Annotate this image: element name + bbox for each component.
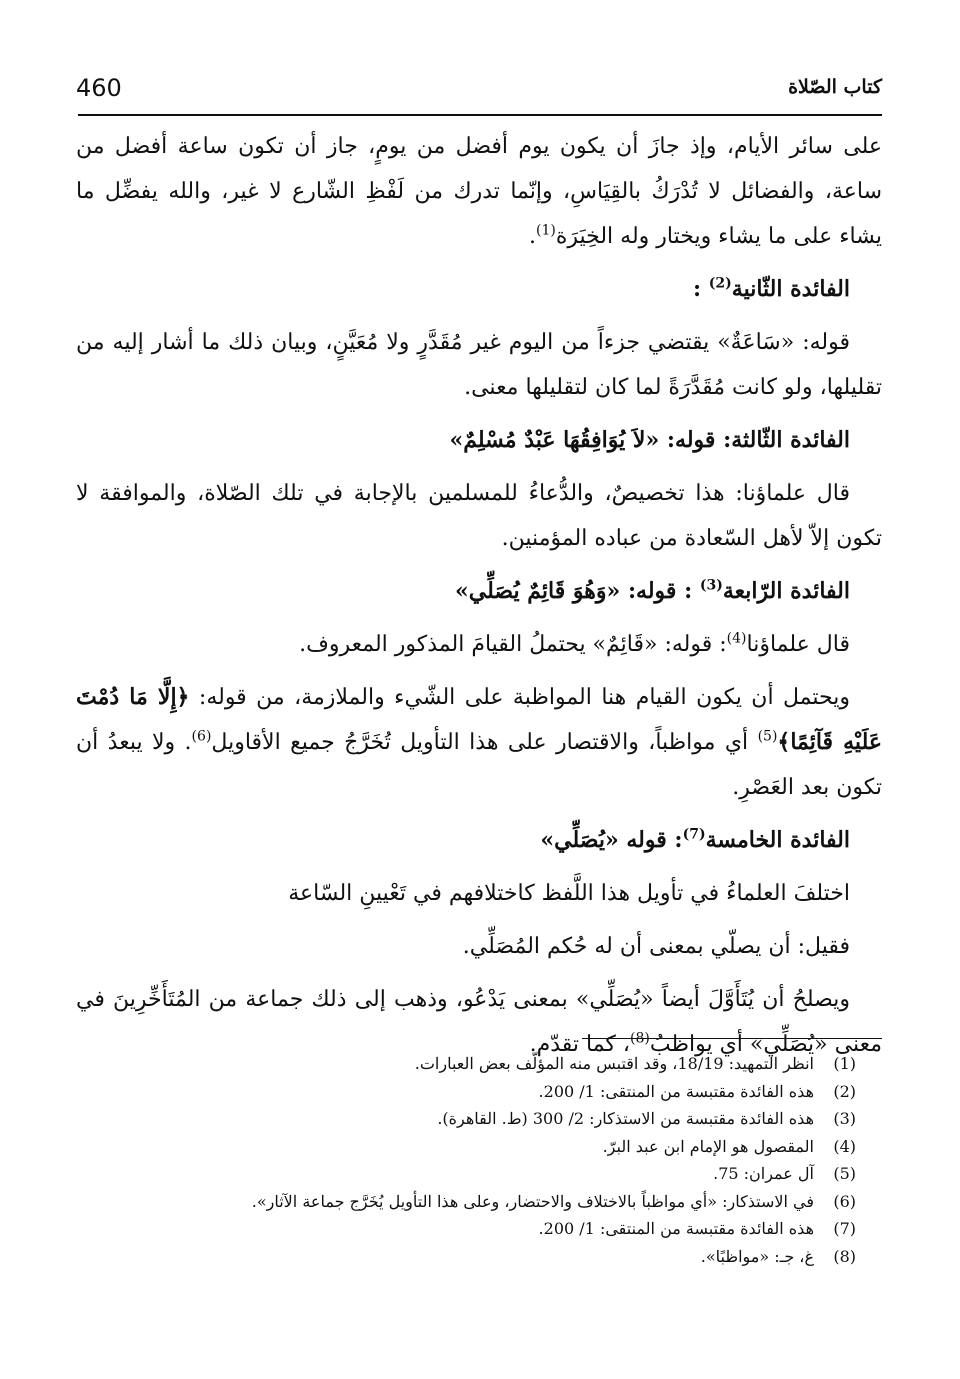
heading-text: الفائدة الخامسة (705, 827, 850, 853)
footnote-ref: (7) (682, 826, 706, 843)
paragraph (76, 675, 882, 810)
footnote-ref: (8) (630, 1030, 650, 1047)
footnote-number: (4) (833, 1136, 856, 1156)
footnote-ref: (4) (726, 630, 747, 647)
footnote-text: هذه الفائدة مقتبسة من المنتقى: 1/ 200. (538, 1081, 814, 1101)
footnote-text: هذه الفائدة مقتبسة من المنتقى: 1/ 200. (538, 1219, 814, 1238)
footnote-text: آل عمران: 75. (713, 1164, 814, 1183)
footnote-text: هذه الفائدة مقتبسة من الاستذكار: 2/ 300 (ط. القاهرة). (437, 1109, 814, 1128)
footnote-text: انظر التمهيد: 18/19، وقد اقتبس منه المؤلّف بعض العبارات. (414, 1054, 814, 1073)
header-rule (78, 114, 882, 116)
footnote-number: (2) (833, 1081, 856, 1101)
footnote-text: في الاستذكار: «أي مواظباً بالاختلاف والاحتضار، وعلى هذا التأويل يُخَرَّج جماعة الآثار». (251, 1191, 814, 1211)
section-heading (76, 418, 882, 463)
paragraph-text: ، كما تقدّم. (529, 1032, 630, 1057)
punctuation: . (528, 224, 536, 249)
footnote-number: (1) (833, 1054, 856, 1073)
paragraph: اختلفَ العلماءُ في تأويل هذا اللَّفظ كاختلافهم في تَعْيينِ السّاعة (288, 881, 850, 906)
paragraph-text: . ولا يبعدُ أن تكون بعد العَصْرِ. (76, 730, 882, 800)
section-heading (76, 569, 882, 614)
footnote (80, 1243, 856, 1271)
footnote (80, 1078, 856, 1106)
hadith-quote: «يُصَلِّي» (540, 827, 619, 853)
footnote-ref: (6) (191, 728, 212, 745)
footnote-text: غ، جـ: «مواظبًا». (700, 1246, 814, 1266)
heading-text: الفائدة الرّابعة (722, 578, 850, 604)
paragraph: قال علماؤنا: هذا تخصيصٌ، والدُّعاءُ للمسلمين بالإجابة في تلك الصّلاة، والموافقة لا تكون إلاّ لأهل السّعادة من عباده المؤمنين. (76, 481, 882, 551)
paragraph: قوله: «سَاعَةٌ» يقتضي جزءاً من اليوم غير مُقَدَّرٍ ولا مُعَيَّنٍ، وبيان ذلك ما أشار إليه من تقليلها، ولو كانت مُقَدَّرَةً لما كان لتقليلها معنى. (76, 330, 882, 400)
footnote-ref: (5) (757, 728, 778, 745)
heading-text: الفائدة الثّالثة: قوله: (666, 427, 850, 453)
paragraph-text: على سائر الأيام، وإذ جازَ أن يكون يوم أفضل من يومٍ، جاز أن تكون ساعة أفضل من ساعة، والفضائل لا تُدْرَكُ بالقِيَاسِ، وإنّما تدرك من لَفْظِ الشّارع لا غير، والله يفضِّل ما يشاء على ما يشاء ويختار وله الخِيَرَة (76, 134, 882, 249)
paragraph-text: ويصلحُ أن يُتَأَوَّلَ أيضاً «يُصَلِّي» بمعنى يَدْعُو، وذهب إلى ذلك جماعة من المُتَأَخِّرِينَ في معنى «يُصَلِّي» أي يواظبُ (76, 987, 882, 1057)
running-title: كتاب الصّلاة (788, 76, 882, 98)
punctuation: : (692, 276, 702, 302)
footnote-ref: (1) (535, 222, 556, 239)
footnote (80, 1105, 856, 1133)
paragraph (76, 124, 882, 259)
heading-text: : قوله (626, 827, 683, 853)
footnote (80, 1188, 856, 1216)
footnote-ref: (2) (708, 275, 732, 292)
footnote-text: المقصول هو الإمام ابن عبد البرّ. (602, 1136, 814, 1156)
hadith-quote: «لاَ يُوَافِقُهَا عَبْدٌ مُسْلِمٌ» (449, 427, 660, 453)
footnote-number: (7) (833, 1219, 856, 1238)
footnote (80, 1215, 856, 1243)
paragraph: فقيل: أن يصلّي بمعنى أن له حُكم المُصَلِّي. (462, 934, 850, 959)
footnote-number: (8) (833, 1246, 856, 1266)
quran-verse: ﴿إِلَّا مَا دُمْتَ عَلَيْهِ قَآئِمًا﴾ (76, 684, 882, 755)
page-header (76, 72, 882, 112)
footnote-number: (5) (833, 1164, 856, 1183)
footnote-ref: (3) (699, 577, 723, 594)
paragraph-text: ويحتمل أن يكون القيام هنا المواظبة على الشّيء والملازمة، من قوله: (198, 685, 850, 710)
hadith-quote: «وَهُوَ قَائِمٌ يُصَلِّي» (455, 578, 621, 604)
paragraph-text: : قوله: «قَائِمٌ» يحتملُ القيامَ المذكور المعروف. (299, 632, 727, 657)
paragraph-text: قال علماؤنا (746, 632, 850, 657)
paragraph (76, 622, 882, 667)
section-heading (76, 818, 882, 863)
section-heading (76, 267, 882, 312)
footnote (80, 1050, 856, 1078)
footnote-number: (6) (833, 1191, 856, 1211)
page-number: 460 (76, 74, 122, 102)
footnote-separator (582, 1038, 882, 1039)
footnote (80, 1133, 856, 1161)
footnotes (80, 1050, 856, 1270)
heading-text: الفائدة الثّانية (731, 276, 850, 302)
heading-text: : قوله: (627, 578, 693, 604)
paragraph-text: أي مواظباً، والاقتصار على هذا التأويل تُخَرَّجُ جميع الأقاويل (211, 730, 749, 755)
main-text (76, 124, 882, 1067)
footnote (80, 1160, 856, 1188)
footnote-number: (3) (833, 1109, 856, 1128)
